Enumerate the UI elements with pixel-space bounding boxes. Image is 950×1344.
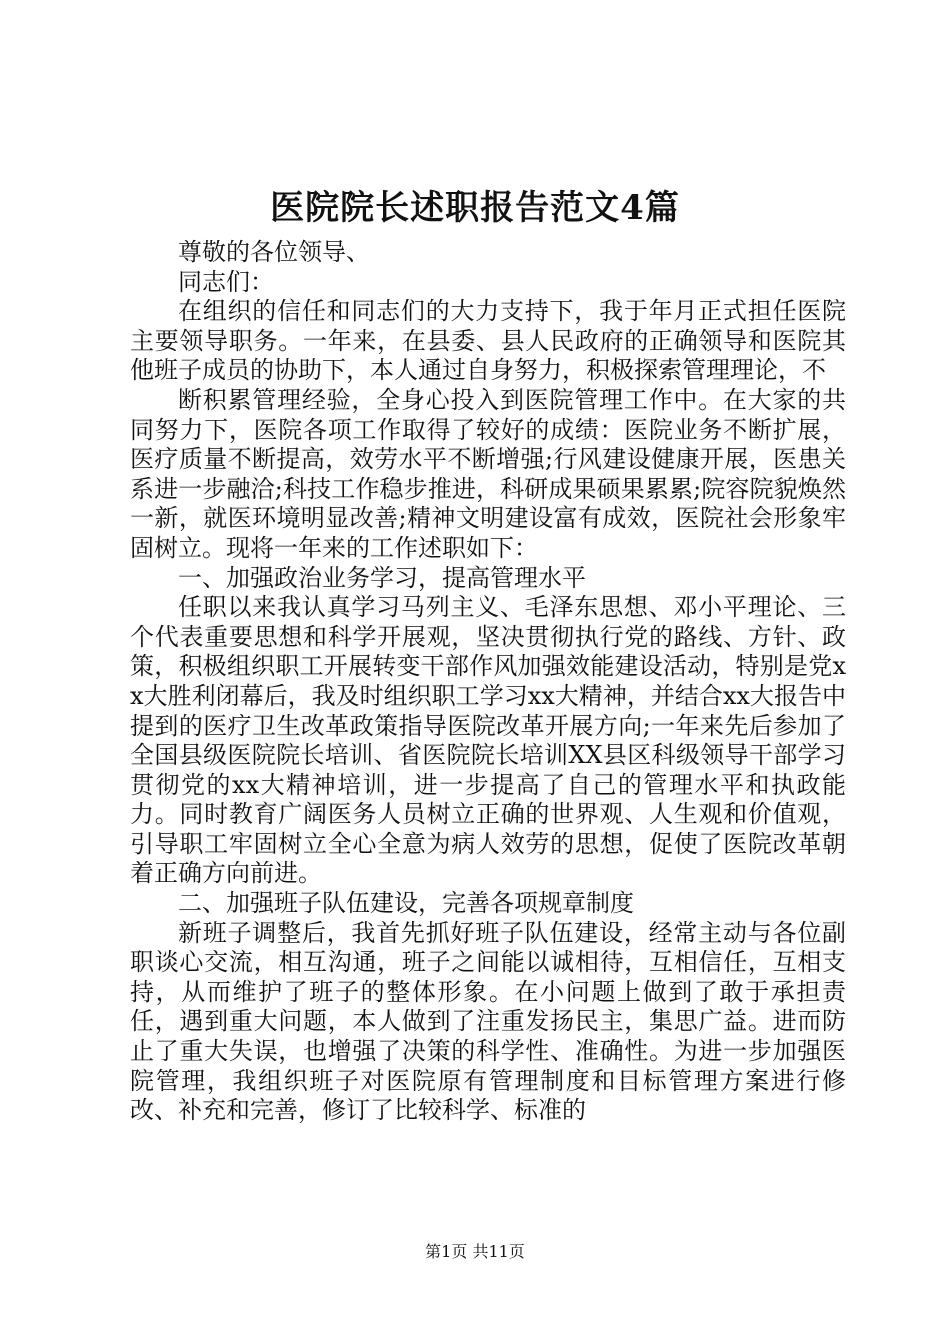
section-heading-2: 二、加强班子队伍建设，完善各项规章制度 — [178, 889, 634, 918]
page-number: 第1页 共11页 — [425, 1242, 525, 1261]
document-body — [130, 238, 846, 1126]
salutation-line-2: 同志们： — [178, 267, 274, 296]
salutation-line-1: 尊敬的各位领导、 — [178, 238, 370, 266]
document-title: 医院院长述职报告范文4篇 — [270, 188, 680, 228]
section-heading-1: 一、加强政治业务学习，提高管理水平 — [178, 563, 586, 592]
paragraph-achievements: 断积累管理经验，全身心投入到医院管理工作中。在大家的共同努力下，医院各项工作取得了较好的成绩：医院业务不断扩展，医疗质量不断提高，效劳水平不断增强;行风建设健康开展，医患关系进一步融洽;科技工作稳步推进，科研成果硕果累累;院容院貌焕然一新，就医环境明显改善;精神文明建设富有成效，医院社会形象牢固树立。现将一年来的工作述职如下： — [130, 385, 846, 562]
paragraph-intro: 在组织的信任和同志们的大力支持下，我于年月正式担任医院主要领导职务。一年来，在县委、县人民政府的正确领导和医院其他班子成员的协助下，本人通过自身努力，积极探索管理理论，不 — [130, 297, 846, 385]
paragraph-study: 任职以来我认真学习马列主义、毛泽东思想、邓小平理论、三个代表重要思想和科学开展观，坚决贯彻执行党的路线、方针、政策，积极组织职工开展转变干部作风加强效能建设活动，特别是党xx大胜利闭幕后，我及时组织职工学习xx大精神，并结合xx大报告中提到的医疗卫生改革政策指导医院改革开展方向;一年来先后参加了全国县级医院院长培训、省医院院长培训XX县区科级领导干部学习贯彻党的xx大精神培训，进一步提高了自己的管理水平和执政能力。同时教育广阔医务人员树立正确的世界观、人生观和价值观，引导职工牢固树立全心全意为病人效劳的思想，促使了医院改革朝着正确方向前进。 — [130, 593, 846, 888]
paragraph-team: 新班子调整后，我首先抓好班子队伍建设，经常主动与各位副职谈心交流，相互沟通，班子之间能以诚相待，互相信任，互相支持，从而维护了班子的整体形象。在小问题上做到了敢于承担责任，遇到重大问题，本人做到了注重发扬民主，集思广益。进而防止了重大失误，也增强了决策的科学性、准确性。为进一步加强医院管理，我组织班子对医院原有管理制度和目标管理方案进行修改、补充和完善，修订了比较科学、标准的 — [130, 918, 846, 1125]
